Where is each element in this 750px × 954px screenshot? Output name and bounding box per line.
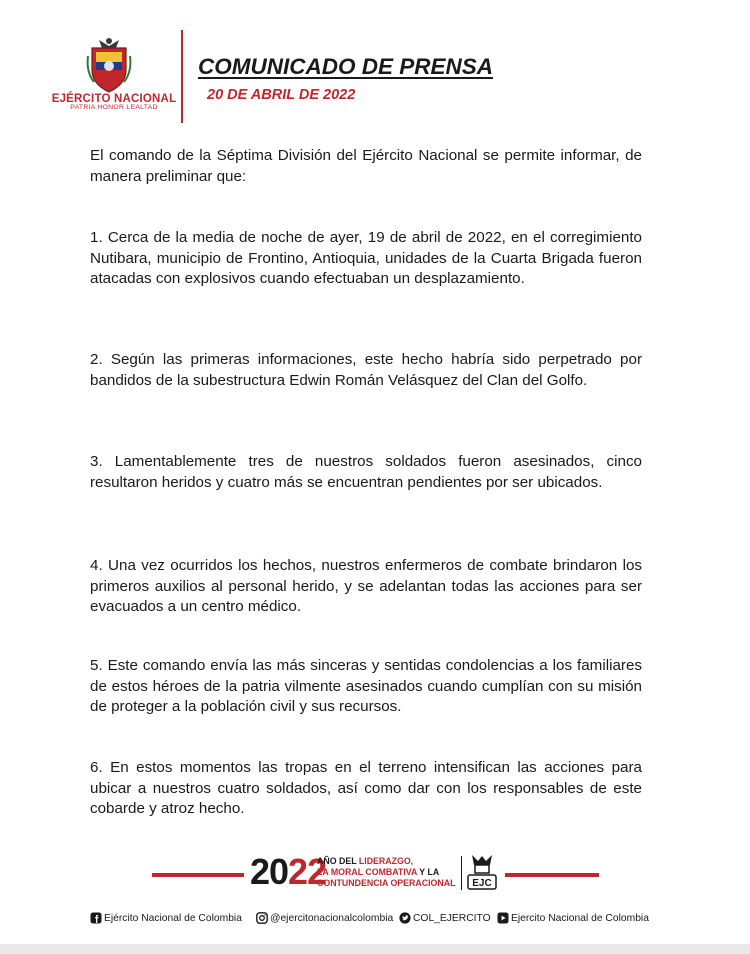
year-part-1: 20: [250, 851, 289, 892]
social-youtube-label: Ejercito Nacional de Colombia: [511, 912, 649, 924]
paragraph-6: 6. En estos momentos las tropas en el terreno intensifican las acciones para ubicar a nuestros cuatro soldados, así como dar con los responsables de este cobarde y atroz hecho.: [90, 759, 642, 817]
page-edge: [0, 944, 750, 954]
brand-block: [50, 93, 178, 111]
paragraph-1: 1. Cerca de la media de noche de ayer, 19 de abril de 2022, en el corregimiento Nutibara, municipio de Frontino, Antioquia, unidades de la Cuarta Brigada fueron atacadas con explosivos cuando efectuaban un desplazamiento.: [90, 229, 642, 287]
slogan-divider: [461, 856, 462, 890]
social-youtube[interactable]: [497, 912, 649, 924]
paragraph-2: 2. Según las primeras informaciones, este hecho habría sido perpetrado por bandidos de la subestructura Edwin Román Velásquez del Clan del Golfo.: [90, 351, 642, 389]
paragraph-3: 3. Lamentablemente tres de nuestros soldados fueron asesinados, cinco resultaron heridos y cuatro más se encuentran pendientes por ser ubicados.: [90, 453, 642, 491]
social-facebook[interactable]: [90, 912, 242, 924]
ejc-badge-text: EJC: [472, 878, 492, 889]
social-instagram-label: @ejercitonacionalcolombia: [270, 912, 394, 924]
paragraph-5: 5. Este comando envía las más sinceras y sentidas condolencias a los familiares de estos héroes de la patria vilmente asesinados cuando cumplían con su misión de proteger a la población civil y sus recursos.: [90, 657, 642, 715]
slogan-line1-a: AÑO DEL: [317, 856, 359, 866]
social-twitter-label: COL_EJERCITO: [413, 912, 491, 924]
instagram-icon: [256, 912, 268, 924]
intro-paragraph: El comando de la Séptima División del Ejército Nacional se permite informar, de manera preliminar que:: [90, 147, 642, 185]
footer-slogan: [317, 856, 455, 889]
footer-rule-left: [152, 873, 244, 877]
footer-rule-right: [505, 873, 599, 877]
organization-name: EJÉRCITO NACIONAL: [51, 93, 177, 105]
social-facebook-label: Ejército Nacional de Colombia: [104, 912, 242, 924]
year-part-2: 22: [288, 851, 327, 892]
paragraph-4: 4. Una vez ocurridos los hechos, nuestros enfermeros de combate brindaron los primeros auxilios al personal herido, y se adelantan todas las acciones para ser evacuados a un centro médico.: [90, 557, 642, 615]
slogan-line1-b: LIDERAZGO,: [358, 856, 414, 866]
social-links: [90, 912, 660, 928]
ejc-badge-icon: [466, 853, 498, 891]
social-twitter[interactable]: [399, 912, 491, 924]
slogan-line3: CONTUNDENCIA OPERACIONAL: [317, 878, 456, 888]
facebook-icon: [90, 912, 102, 924]
organization-motto: PATRIA HONOR LEALTAD: [70, 104, 158, 111]
page-title: COMUNICADO DE PRENSA: [198, 54, 494, 79]
slogan-line2-b: Y LA: [417, 867, 440, 877]
twitter-icon: [399, 912, 411, 924]
youtube-icon: [497, 912, 509, 924]
army-crest-icon: [86, 36, 132, 94]
document-date: 20 DE ABRIL DE 2022: [207, 87, 356, 103]
slogan-line2-a: LA MORAL COMBATIVA: [317, 867, 418, 877]
year-mark: [250, 852, 326, 892]
social-instagram[interactable]: [256, 912, 393, 924]
header-divider: [181, 30, 183, 123]
